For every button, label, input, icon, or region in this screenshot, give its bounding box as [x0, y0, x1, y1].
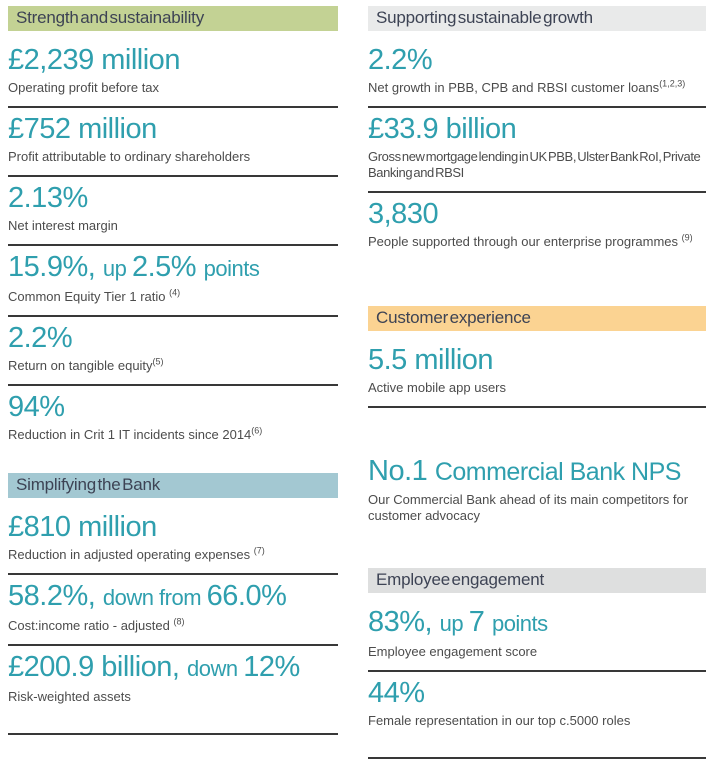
stat-employee-engagement-score: [368, 601, 706, 672]
stat-value: [368, 605, 706, 641]
footnote-ref: (9): [681, 232, 693, 243]
right-column: [368, 6, 706, 759]
section-header-customer-experience: Customer experience: [368, 306, 706, 331]
stat-value-part: £2,239 million: [8, 44, 180, 76]
stat-label: People supported through our enterprise programmes $^{(9)}$: [368, 232, 693, 249]
left-column: [8, 6, 338, 759]
stat-value-part: 2.5%: [131, 251, 204, 283]
stat-profit-attributable: [8, 108, 338, 177]
stat-reduction-operating-expenses: [8, 506, 338, 575]
section-header-simplifying-the-bank: Simplifying the Bank: [8, 473, 338, 498]
stat-value-part: No.1: [368, 455, 435, 487]
stat-value: [368, 43, 706, 77]
stat-value: [368, 676, 706, 710]
stat-value: [8, 321, 338, 355]
stat-label: Net interest margin: [8, 218, 118, 233]
stat-value-part: £33.9 billion: [368, 113, 517, 145]
stat-value-part: £200.9 billion,: [8, 651, 188, 683]
stat-label: Active mobile app users: [368, 380, 507, 395]
stat-label: Our Commercial Bank ahead of its main competitors for customer advocacy: [368, 492, 689, 523]
stat-value-part: 2.13%: [8, 182, 88, 214]
section-header-strength-and-sustainability: Strength and sustainability: [8, 6, 338, 31]
stat-label: Cost:income ratio - adjusted $^{(8)}$: [8, 616, 185, 633]
stat-value: [8, 43, 338, 77]
stat-value-part: 94%: [8, 391, 65, 423]
stat-value: [8, 181, 338, 215]
stat-value: [8, 112, 338, 146]
stat-value-part: 7: [468, 606, 492, 638]
stat-crit1-it-incidents: [8, 386, 338, 453]
stat-commercial-bank-nps: [368, 450, 706, 534]
stat-value: [8, 650, 338, 686]
stat-value: [8, 579, 338, 615]
stat-value-part: £810 million: [8, 511, 157, 543]
stat-value-part: Commercial Bank NPS: [434, 458, 681, 486]
stat-female-representation: [368, 672, 706, 759]
stat-value: [368, 343, 706, 377]
stat-mobile-app-users: [368, 339, 706, 408]
stat-value-part: down: [187, 656, 244, 681]
stat-value-part: 3,830: [368, 198, 439, 230]
footnote-ref: (8): [173, 616, 185, 627]
stat-value: [368, 112, 706, 146]
stat-risk-weighted-assets: [8, 646, 338, 735]
stat-value-part: up: [102, 256, 132, 281]
stat-value: [8, 510, 338, 544]
stat-value-part: points: [491, 611, 548, 636]
stat-label: Reduction in Crit 1 IT incidents since 2014$^{(6)}$: [8, 425, 263, 442]
stat-net-interest-margin: [8, 177, 338, 246]
stat-gross-mortgage-lending: [368, 108, 706, 193]
stat-value: [368, 454, 706, 489]
stat-value-part: £752 million: [8, 113, 157, 145]
stat-value-part: up: [439, 611, 469, 636]
stat-value: [8, 250, 338, 286]
stat-value-part: 12%: [243, 651, 300, 683]
stat-cet1-ratio: [8, 246, 338, 317]
stat-value: [368, 197, 706, 231]
stat-value: [8, 390, 338, 424]
stat-value-part: 2.2%: [8, 322, 73, 354]
stat-return-tangible-equity: [8, 317, 338, 386]
stat-value-part: 2.2%: [368, 44, 433, 76]
stat-label: Profit attributable to ordinary shareholders: [8, 149, 251, 164]
stat-value-part: 15.9%,: [8, 251, 103, 283]
footnote-ref: (1,2,3): [659, 78, 686, 89]
stat-value-part: down from: [102, 585, 207, 610]
stat-label: Female representation in our top c.5000 roles: [368, 713, 631, 728]
stat-label: Gross new mortgage lending in UK PBB, Ulster Bank RoI, Private Banking and RBSI: [368, 149, 701, 180]
stat-value-part: 44%: [368, 677, 425, 709]
stat-cost-income-ratio: [8, 575, 338, 646]
stat-enterprise-programmes: [368, 193, 706, 260]
stat-label: Operating profit before tax: [8, 80, 160, 95]
stat-value-part: points: [203, 256, 260, 281]
stat-value-part: 58.2%,: [8, 580, 103, 612]
stat-customer-loans-growth: [368, 39, 706, 108]
stat-label: Employee engagement score: [368, 644, 538, 659]
stat-value-part: 66.0%: [206, 580, 287, 612]
stat-value-part: 83%,: [368, 606, 440, 638]
stat-label: Reduction in adjusted operating expenses $^{(7)}$: [8, 545, 265, 562]
footnote-ref: (7): [253, 545, 265, 556]
stat-label: Return on tangible equity$^{(5)}$: [8, 356, 164, 373]
section-header-employee-engagement: Employee engagement: [368, 568, 706, 593]
stat-label: Risk-weighted assets: [8, 689, 131, 704]
stat-value-part: 5.5 million: [368, 344, 494, 376]
section-header-supporting-sustainable-growth: Supporting sustainable growth: [368, 6, 706, 31]
footnote-ref: (6): [251, 425, 263, 436]
stat-label: Common Equity Tier 1 ratio $^{(4)}$: [8, 287, 181, 304]
footnote-ref: (4): [169, 287, 181, 298]
footnote-ref: (5): [152, 356, 164, 367]
stat-operating-profit-before-tax: [8, 39, 338, 108]
stat-label: Net growth in PBB, CPB and RBSI customer loans$^{(1,2,3)}$: [368, 78, 686, 95]
